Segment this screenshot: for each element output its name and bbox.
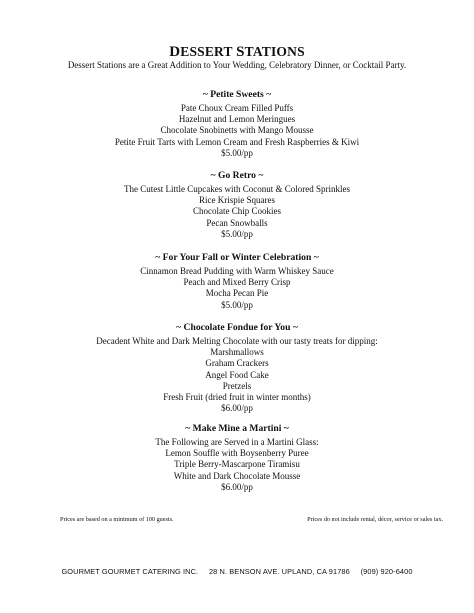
section-go-retro xyxy=(0,169,474,240)
section-heading: ~ Petite Sweets ~ xyxy=(202,89,272,100)
menu-item: Graham Crackers xyxy=(205,358,269,369)
price: $6.00/pp xyxy=(221,481,253,492)
section-heading: ~ Go Retro ~ xyxy=(210,170,264,181)
footer-text: GOURMET GOURMET CATERING INC. 28 N. BENSON AVE. UPLAND, CA 91786 (909) 920-6400 xyxy=(61,567,413,576)
menu-item: Hazelnut and Lemon Meringues xyxy=(178,114,296,125)
menu-item: Lemon Souffle with Boysenberry Puree xyxy=(165,448,309,459)
price: $5.00/pp xyxy=(221,299,253,310)
title-rest-1: ESSERT xyxy=(180,44,237,59)
menu-item: Decadent White and Dark Melting Chocolate with our tasty treats for dipping: xyxy=(96,336,378,346)
section-martini xyxy=(0,422,474,493)
title-initial-2: S xyxy=(236,44,245,60)
title-initial-1: D xyxy=(169,44,181,60)
menu-item: Rice Krispie Squares xyxy=(199,195,275,206)
price: $5.00/pp xyxy=(221,228,253,239)
menu-item: Angel Food Cake xyxy=(205,369,269,380)
menu-item: Fresh Fruit (dried fruit in winter months) xyxy=(163,392,311,403)
menu-item: Pretzels xyxy=(222,380,252,391)
menu-item: Pecan Snowballs xyxy=(206,217,268,228)
menu-item: Peach and Mixed Berry Crisp xyxy=(183,277,291,288)
menu-item: White and Dark Chocolate Mousse xyxy=(173,470,301,481)
page-title xyxy=(0,44,474,61)
company-footer xyxy=(0,567,474,576)
menu-item: Mocha Pecan Pie xyxy=(205,288,269,299)
price-exclusions-note: Prices do not include rental, décor, service or sales tax. xyxy=(307,516,443,523)
menu-item: Cinnamon Bread Pudding with Warm Whiskey Sauce xyxy=(140,266,334,276)
price: $5.00/pp xyxy=(221,147,253,158)
menu-item: Chocolate Chip Cookies xyxy=(193,206,281,217)
menu-item: Marshmallows xyxy=(210,347,264,358)
page-subtitle: Dessert Stations are a Great Addition to Your Wedding, Celebratory Dinner, or Cocktail Party. xyxy=(67,60,407,70)
section-heading: ~ For Your Fall or Winter Celebration ~ xyxy=(155,252,319,263)
minimum-guests-note: Prices are based on a minimum of 100 guests. xyxy=(60,516,174,523)
section-chocolate-fondue xyxy=(0,321,474,414)
menu-item: Pate Choux Cream Filled Puffs xyxy=(180,103,294,113)
title-rest-2: TATIONS xyxy=(244,44,305,59)
menu-item: The Cutest Little Cupcakes with Coconut & Colored Sprinkles xyxy=(124,184,350,194)
section-fall-winter xyxy=(0,251,474,311)
menu-item: Triple Berry-Mascarpone Tiramisu xyxy=(174,459,300,470)
menu-item: Petite Fruit Tarts with Lemon Cream and Fresh Raspberries & Kiwi xyxy=(114,136,360,147)
menu-item: The Following are Served in a Martini Glass: xyxy=(155,437,319,447)
menu-item: Chocolate Snobinetts with Mango Mousse xyxy=(160,125,314,136)
section-petite-sweets xyxy=(0,88,474,159)
section-heading: ~ Chocolate Fondue for You ~ xyxy=(176,322,298,333)
section-heading: ~ Make Mine a Martini ~ xyxy=(185,423,289,434)
price: $6.00/pp xyxy=(221,403,253,414)
